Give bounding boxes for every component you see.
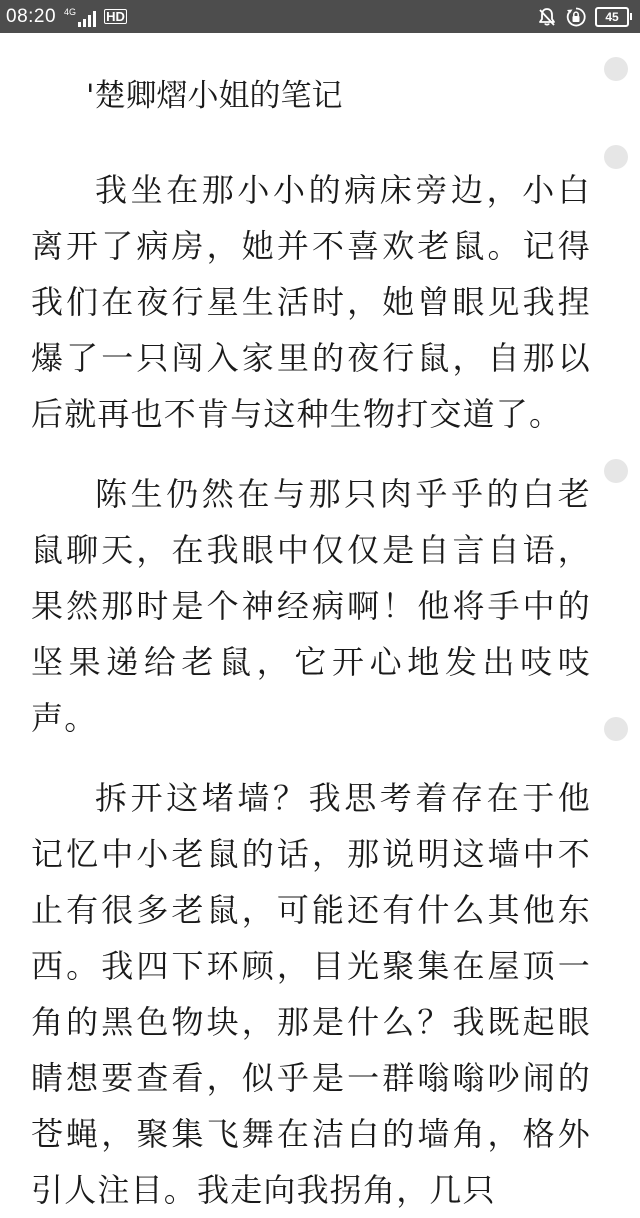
- paragraph: 我坐在那小小的病床旁边，小白离开了病房，她并不喜欢老鼠。记得我们在夜行星生活时，她曾眼见我捏爆了一只闯入家里的夜行鼠，自那以后就再也不肯与这种生物打交道了。: [31, 171, 591, 433]
- status-bar: [0, 0, 640, 33]
- hd-voice-icon: HD: [106, 9, 125, 24]
- paragraph: 陈生仍然在与那只肉乎乎的白老鼠聊天，在我眼中仅仅是自言自语，果然那时是个神经病啊！他将手中的坚果递给老鼠，它开心地发出吱吱声。: [31, 475, 591, 737]
- clock: 08:20: [6, 5, 57, 27]
- paragraph: 拆开这堵墙？我思考着存在于他记忆中小老鼠的话，那说明这墙中不止有很多老鼠，可能还有什么其他东西。我四下环顾，目光聚集在屋顶一角的黑色物块，那是什么？我既起眼睛想要查看，似乎是一群嗡嗡吵闹的苍蝇，聚集飞舞在洁白的墙角，格外引人注目。我走向我拐角，几只: [31, 779, 591, 1209]
- comment-marker-icon[interactable]: [604, 145, 628, 169]
- comment-marker-icon[interactable]: [604, 717, 628, 741]
- comment-marker-icon[interactable]: [604, 57, 628, 81]
- comment-marker-icon[interactable]: [604, 459, 628, 483]
- mute-bell-icon: [537, 7, 557, 27]
- reader-content: [31, 74, 591, 1218]
- battery-level: 45: [595, 7, 629, 27]
- signal-bars: [78, 11, 96, 27]
- chapter-title: '楚卿熠小姐的笔记: [86, 78, 343, 114]
- rotation-lock-icon: [565, 6, 587, 28]
- status-left: [6, 0, 127, 33]
- cellular-signal-icon: [64, 7, 96, 27]
- network-type-label: 4G: [64, 6, 77, 17]
- paragraph-comment-markers: [604, 0, 628, 1138]
